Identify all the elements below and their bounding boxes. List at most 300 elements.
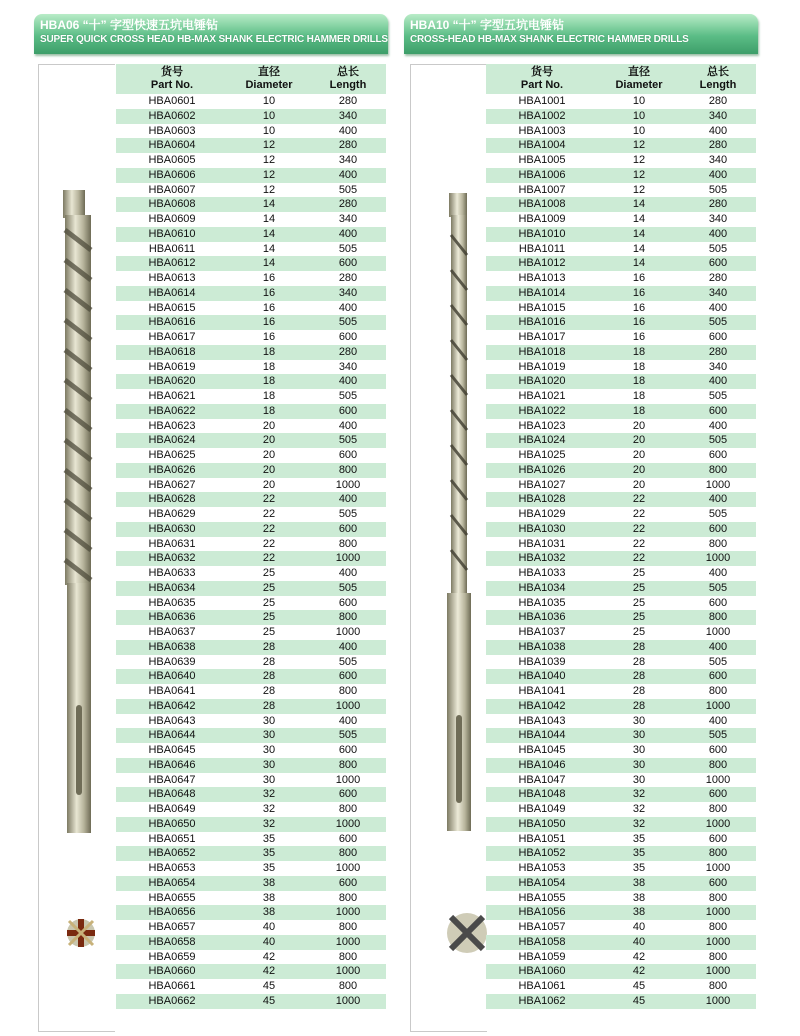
table-row [116,832,386,847]
length-cell: 340 [338,109,358,122]
diameter-cell: 32 [262,817,276,830]
table-row [116,315,386,330]
part-number-cell: HBA0639 [148,655,196,668]
table-row [116,684,386,699]
table-row [486,153,756,168]
diameter-cell: 45 [632,994,646,1007]
table-row [486,743,756,758]
length-cell: 600 [708,876,728,889]
diameter-cell: 32 [632,788,646,801]
diameter-cell: 32 [262,788,276,801]
section-banner [34,14,388,54]
diameter-cell: 42 [632,965,646,978]
part-number-cell: HBA1008 [518,198,566,211]
table-row [486,448,756,463]
diameter-cell: 45 [262,994,276,1007]
diameter-cell: 22 [262,522,276,535]
table-row [486,876,756,891]
part-number-cell: HBA1020 [518,375,566,388]
part-number-cell: HBA1051 [518,832,566,845]
part-number-cell: HBA1050 [518,817,566,830]
part-number-cell: HBA1037 [518,626,566,638]
diameter-cell: 22 [632,552,646,565]
diameter-cell: 25 [262,596,276,609]
diameter-cell: 22 [632,493,646,506]
table-row [486,463,756,478]
part-number-cell: HBA0621 [148,390,196,402]
diameter-cell: 30 [262,773,276,786]
diameter-cell: 45 [632,980,646,992]
table-row [486,227,756,242]
table-row [486,714,756,729]
header-diameter-cn: 直径 [628,66,650,78]
table-row [486,256,756,271]
length-cell: 505 [708,434,728,447]
length-cell: 800 [708,537,728,550]
diameter-cell: 20 [632,478,646,491]
length-cell: 400 [338,567,358,579]
table-row [116,802,386,817]
diameter-cell: 30 [632,758,646,771]
section-title-en: SUPER QUICK CROSS HEAD HB-MAX SHANK ELECTRIC HAMMER DRILLS [40,34,388,45]
length-cell: 1000 [705,935,731,948]
part-number-cell: HBA0642 [148,699,196,712]
diameter-cell: 18 [632,390,646,402]
diameter-cell: 12 [632,183,646,196]
part-number-cell: HBA1005 [518,154,566,166]
table-row [486,183,756,198]
section-banner [404,14,758,54]
part-number-cell: HBA1033 [518,567,566,579]
length-cell: 280 [338,139,358,152]
table-row [116,979,386,994]
section-title-en: CROSS-HEAD HB-MAX SHANK ELECTRIC HAMMER DRILLS [410,34,689,45]
length-cell: 600 [708,404,728,417]
part-number-cell: HBA1054 [518,876,566,889]
table-row [486,994,756,1009]
length-cell: 505 [708,729,728,742]
diameter-cell: 32 [262,803,276,815]
length-cell: 1000 [705,906,731,919]
part-number-cell: HBA0610 [148,227,196,240]
length-cell: 600 [338,788,358,801]
diameter-cell: 18 [262,360,276,373]
part-number-cell: HBA0649 [148,803,196,815]
header-length-cn: 总长 [707,66,729,78]
diameter-cell: 16 [262,272,276,284]
diameter-cell: 14 [262,213,276,225]
part-number-cell: HBA0655 [148,891,196,904]
table-row [116,138,386,153]
diameter-cell: 18 [262,345,276,358]
diameter-cell: 22 [262,552,276,565]
length-cell: 505 [708,183,728,196]
table-row [486,315,756,330]
part-number-cell: HBA0618 [148,345,196,358]
diameter-cell: 38 [632,876,646,889]
length-cell: 600 [708,257,728,270]
part-number-cell: HBA1010 [518,227,566,240]
length-cell: 600 [338,876,358,889]
length-cell: 400 [708,168,728,181]
part-number-cell: HBA1061 [518,980,566,992]
length-cell: 600 [708,596,728,609]
table-row [116,463,386,478]
diameter-cell: 38 [632,906,646,919]
table-row [116,964,386,979]
diameter-cell: 25 [262,567,276,579]
length-cell: 1000 [705,773,731,786]
diameter-cell: 14 [632,242,646,255]
diameter-cell: 30 [632,729,646,742]
part-number-cell: HBA0617 [148,331,196,343]
part-number-cell: HBA0662 [148,994,196,1007]
table-row [116,669,386,684]
diameter-cell: 38 [262,876,276,889]
length-cell: 800 [338,537,358,550]
length-cell: 505 [338,242,358,255]
length-cell: 1000 [705,994,731,1007]
length-cell: 505 [338,183,358,196]
diameter-cell: 28 [632,670,646,683]
part-number-cell: HBA1022 [518,404,566,417]
part-number-cell: HBA1025 [518,449,566,461]
length-cell: 340 [708,360,728,373]
length-cell: 600 [338,744,358,756]
part-number-cell: HBA0616 [148,316,196,329]
table-row [486,964,756,979]
part-number-cell: HBA0661 [148,980,196,992]
table-row [116,935,386,950]
part-number-cell: HBA1006 [518,168,566,181]
diameter-cell: 10 [262,109,276,122]
table-row [116,330,386,345]
diameter-cell: 20 [262,478,276,491]
length-cell: 280 [708,139,728,152]
header-diameter-cn: 直径 [258,66,280,78]
length-cell: 1000 [705,965,731,978]
part-number-cell: HBA1023 [518,419,566,432]
length-cell: 505 [708,316,728,329]
diameter-cell: 12 [632,139,646,152]
diameter-cell: 20 [632,449,646,461]
part-number-cell: HBA0613 [148,272,196,284]
length-cell: 280 [708,272,728,284]
part-number-cell: HBA1028 [518,493,566,506]
part-number-cell: HBA1007 [518,183,566,196]
header-length-cn: 总长 [337,66,359,78]
table-row [116,640,386,655]
diameter-cell: 16 [262,286,276,299]
diameter-cell: 22 [632,537,646,550]
part-number-cell: HBA0604 [148,139,196,152]
diameter-cell: 35 [632,832,646,845]
table-row [116,301,386,316]
diameter-cell: 14 [632,227,646,240]
length-cell: 400 [708,567,728,579]
part-number-cell: HBA0601 [148,95,196,107]
length-cell: 1000 [705,626,731,638]
part-number-cell: HBA1039 [518,655,566,668]
table-row [486,124,756,139]
diameter-cell: 12 [262,139,276,152]
part-number-cell: HBA1029 [518,508,566,520]
table-row [116,168,386,183]
header-part-cn: 货号 [161,66,183,78]
length-cell: 1000 [705,817,731,830]
diameter-cell: 18 [262,390,276,402]
length-cell: 800 [338,463,358,476]
length-cell: 505 [708,508,728,520]
diameter-cell: 35 [262,862,276,874]
diameter-cell: 42 [262,950,276,963]
table-row [486,507,756,522]
table-row [486,433,756,448]
table-row [116,787,386,802]
length-cell: 600 [708,670,728,683]
part-number-cell: HBA0656 [148,906,196,919]
length-cell: 280 [338,198,358,211]
length-cell: 800 [338,685,358,697]
length-cell: 280 [338,95,358,107]
part-number-cell: HBA1031 [518,537,566,550]
diameter-cell: 25 [632,626,646,638]
section-title-cn: HBA10 “十” 字型五坑电锤钻 [410,18,565,32]
length-cell: 800 [708,803,728,815]
table-row [486,891,756,906]
diameter-cell: 30 [262,714,276,727]
part-number-cell: HBA0607 [148,183,196,196]
part-number-cell: HBA1038 [518,640,566,653]
table-row [116,448,386,463]
table-row [486,478,756,493]
diameter-cell: 20 [262,434,276,447]
part-number-cell: HBA1049 [518,803,566,815]
diameter-cell: 16 [262,316,276,329]
part-number-cell: HBA1021 [518,390,566,402]
part-number-cell: HBA1062 [518,994,566,1007]
table-row [116,994,386,1009]
diameter-cell: 20 [632,419,646,432]
table-row [486,979,756,994]
length-cell: 800 [338,980,358,992]
length-cell: 280 [708,345,728,358]
length-cell: 800 [338,891,358,904]
length-cell: 1000 [335,699,361,712]
length-cell: 340 [338,154,358,166]
product-image-panel [410,64,487,1032]
part-number-cell: HBA1042 [518,699,566,712]
part-table [486,64,756,1009]
part-number-cell: HBA0633 [148,567,196,579]
table-row [486,286,756,301]
diameter-cell: 22 [262,508,276,520]
diameter-cell: 22 [262,537,276,550]
part-number-cell: HBA0637 [148,626,196,638]
length-cell: 800 [338,950,358,963]
diameter-cell: 32 [632,803,646,815]
length-cell: 400 [338,493,358,506]
length-cell: 400 [338,419,358,432]
length-cell: 400 [338,168,358,181]
table-row [486,94,756,109]
part-number-cell: HBA1057 [518,921,566,933]
part-number-cell: HBA0652 [148,847,196,860]
diameter-cell: 42 [632,950,646,963]
length-cell: 1000 [705,862,731,874]
table-row [116,699,386,714]
length-cell: 340 [338,286,358,299]
diameter-cell: 14 [262,257,276,270]
part-number-cell: HBA1001 [518,95,566,107]
table-row [116,227,386,242]
diameter-cell: 18 [632,360,646,373]
diameter-cell: 12 [262,183,276,196]
part-number-cell: HBA1035 [518,596,566,609]
diameter-cell: 25 [262,611,276,624]
diameter-cell: 28 [632,699,646,712]
length-cell: 800 [708,921,728,933]
part-number-cell: HBA1013 [518,272,566,284]
part-number-cell: HBA0612 [148,257,196,270]
part-number-cell: HBA0657 [148,921,196,933]
length-cell: 280 [338,272,358,284]
diameter-cell: 35 [632,862,646,874]
part-number-cell: HBA0631 [148,537,196,550]
length-cell: 400 [338,124,358,137]
diameter-cell: 14 [632,257,646,270]
length-cell: 505 [338,434,358,447]
part-number-cell: HBA1047 [518,773,566,786]
part-number-cell: HBA1012 [518,257,566,270]
part-number-cell: HBA0646 [148,758,196,771]
length-cell: 600 [338,596,358,609]
table-row [116,846,386,861]
table-row [486,773,756,788]
table-row [116,404,386,419]
part-number-cell: HBA0627 [148,478,196,491]
table-row [116,433,386,448]
part-number-cell: HBA0629 [148,508,196,520]
table-row [116,655,386,670]
diameter-cell: 16 [262,331,276,343]
length-cell: 600 [708,522,728,535]
diameter-cell: 10 [632,109,646,122]
length-cell: 800 [708,463,728,476]
length-cell: 340 [708,109,728,122]
table-row [486,551,756,566]
hammer-drill-bit-image [39,65,115,1031]
length-cell: 800 [708,980,728,992]
table-row [116,551,386,566]
diameter-cell: 20 [262,419,276,432]
header-part-en: Part No. [150,79,194,91]
table-row [486,846,756,861]
length-cell: 400 [708,419,728,432]
length-cell: 400 [708,714,728,727]
length-cell: 600 [708,744,728,756]
table-row [486,419,756,434]
diameter-cell: 22 [632,522,646,535]
table-body [486,94,756,1009]
table-row [486,168,756,183]
part-number-cell: HBA0660 [148,965,196,978]
length-cell: 1000 [335,478,361,491]
part-number-cell: HBA1034 [518,581,566,594]
table-row [116,625,386,640]
part-number-cell: HBA0640 [148,670,196,683]
table-row [116,153,386,168]
diameter-cell: 12 [262,154,276,166]
part-number-cell: HBA0645 [148,744,196,756]
diameter-cell: 38 [632,891,646,904]
length-cell: 600 [708,331,728,343]
diameter-cell: 38 [262,906,276,919]
length-cell: 1000 [335,773,361,786]
table-row [486,197,756,212]
part-number-cell: HBA1011 [518,242,566,255]
length-cell: 1000 [335,817,361,830]
table-row [486,596,756,611]
part-number-cell: HBA1015 [518,301,566,314]
table-row [486,301,756,316]
length-cell: 505 [708,655,728,668]
part-number-cell: HBA0626 [148,463,196,476]
length-cell: 1000 [335,552,361,565]
table-row [486,522,756,537]
table-row [116,920,386,935]
length-cell: 280 [338,345,358,358]
table-header [116,64,386,94]
header-part-cn: 货号 [531,66,553,78]
part-number-cell: HBA0622 [148,404,196,417]
length-cell: 600 [708,449,728,461]
length-cell: 600 [338,832,358,845]
table-row [116,109,386,124]
part-number-cell: HBA1027 [518,478,566,491]
part-number-cell: HBA0641 [148,685,196,697]
part-number-cell: HBA0648 [148,788,196,801]
length-cell: 400 [708,493,728,506]
table-row [116,242,386,257]
length-cell: 400 [338,375,358,388]
diameter-cell: 35 [262,832,276,845]
table-row [486,492,756,507]
diameter-cell: 14 [262,242,276,255]
part-number-cell: HBA0625 [148,449,196,461]
length-cell: 800 [338,921,358,933]
diameter-cell: 40 [262,921,276,933]
diameter-cell: 12 [262,168,276,181]
diameter-cell: 25 [262,626,276,638]
part-number-cell: HBA1046 [518,758,566,771]
length-cell: 800 [338,803,358,815]
part-number-cell: HBA0603 [148,124,196,137]
table-row [116,581,386,596]
diameter-cell: 10 [262,95,276,107]
length-cell: 600 [338,257,358,270]
part-number-cell: HBA1002 [518,109,566,122]
table-row [116,271,386,286]
length-cell: 400 [708,124,728,137]
part-number-cell: HBA1024 [518,434,566,447]
table-row [486,109,756,124]
diameter-cell: 14 [262,198,276,211]
diameter-cell: 12 [632,154,646,166]
table-row [486,758,756,773]
part-number-cell: HBA1052 [518,847,566,860]
table-row [116,891,386,906]
